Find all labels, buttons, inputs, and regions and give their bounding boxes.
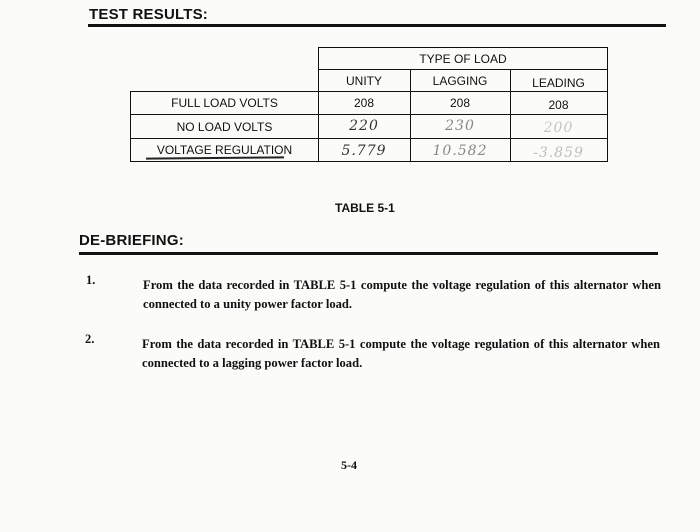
row-label-full-load-volts: FULL LOAD VOLTS xyxy=(171,96,278,110)
table-cell: 208 xyxy=(353,96,375,110)
debriefing-rule xyxy=(79,252,658,255)
type-of-load-header: TYPE OF LOAD xyxy=(419,51,507,66)
table-cell: 208 xyxy=(449,96,471,110)
test-results-rule xyxy=(88,24,666,27)
debriefing-item: From the data recorded in TABLE 5-1 compute the voltage regulation of this alternator when connected to a lagging power factor load. xyxy=(142,337,660,370)
item-number: 2. xyxy=(85,332,95,346)
handwritten-cell: 5.779 xyxy=(341,143,387,159)
handwritten-cell: 230 xyxy=(445,118,475,134)
handwritten-cell: 220 xyxy=(349,118,379,134)
handwritten-cell: -3.859 xyxy=(533,145,584,161)
handwritten-cell: 10.582 xyxy=(432,143,488,159)
debriefing-item: From the data recorded in TABLE 5-1 compute the voltage regulation of this alternator when connected to a unity power factor load. xyxy=(143,278,661,311)
table-cell: 208 xyxy=(548,98,569,112)
test-results-title: TEST RESULTS: xyxy=(89,6,208,23)
column-header-leading: LEADING xyxy=(532,75,585,90)
column-header-unity: UNITY xyxy=(346,73,382,88)
row-label-voltage-regulation: VOLTAGE REGULATION xyxy=(156,142,293,157)
table-caption: TABLE 5-1 xyxy=(335,201,395,215)
item-number: 1. xyxy=(86,273,96,287)
column-header-lagging: LAGGING xyxy=(432,73,488,88)
handwritten-cell: 200 xyxy=(543,120,574,136)
debriefing-title: DE-BRIEFING: xyxy=(79,232,184,249)
row-label-no-load-volts: NO LOAD VOLTS xyxy=(176,119,273,134)
page-number: 5-4 xyxy=(341,458,357,472)
